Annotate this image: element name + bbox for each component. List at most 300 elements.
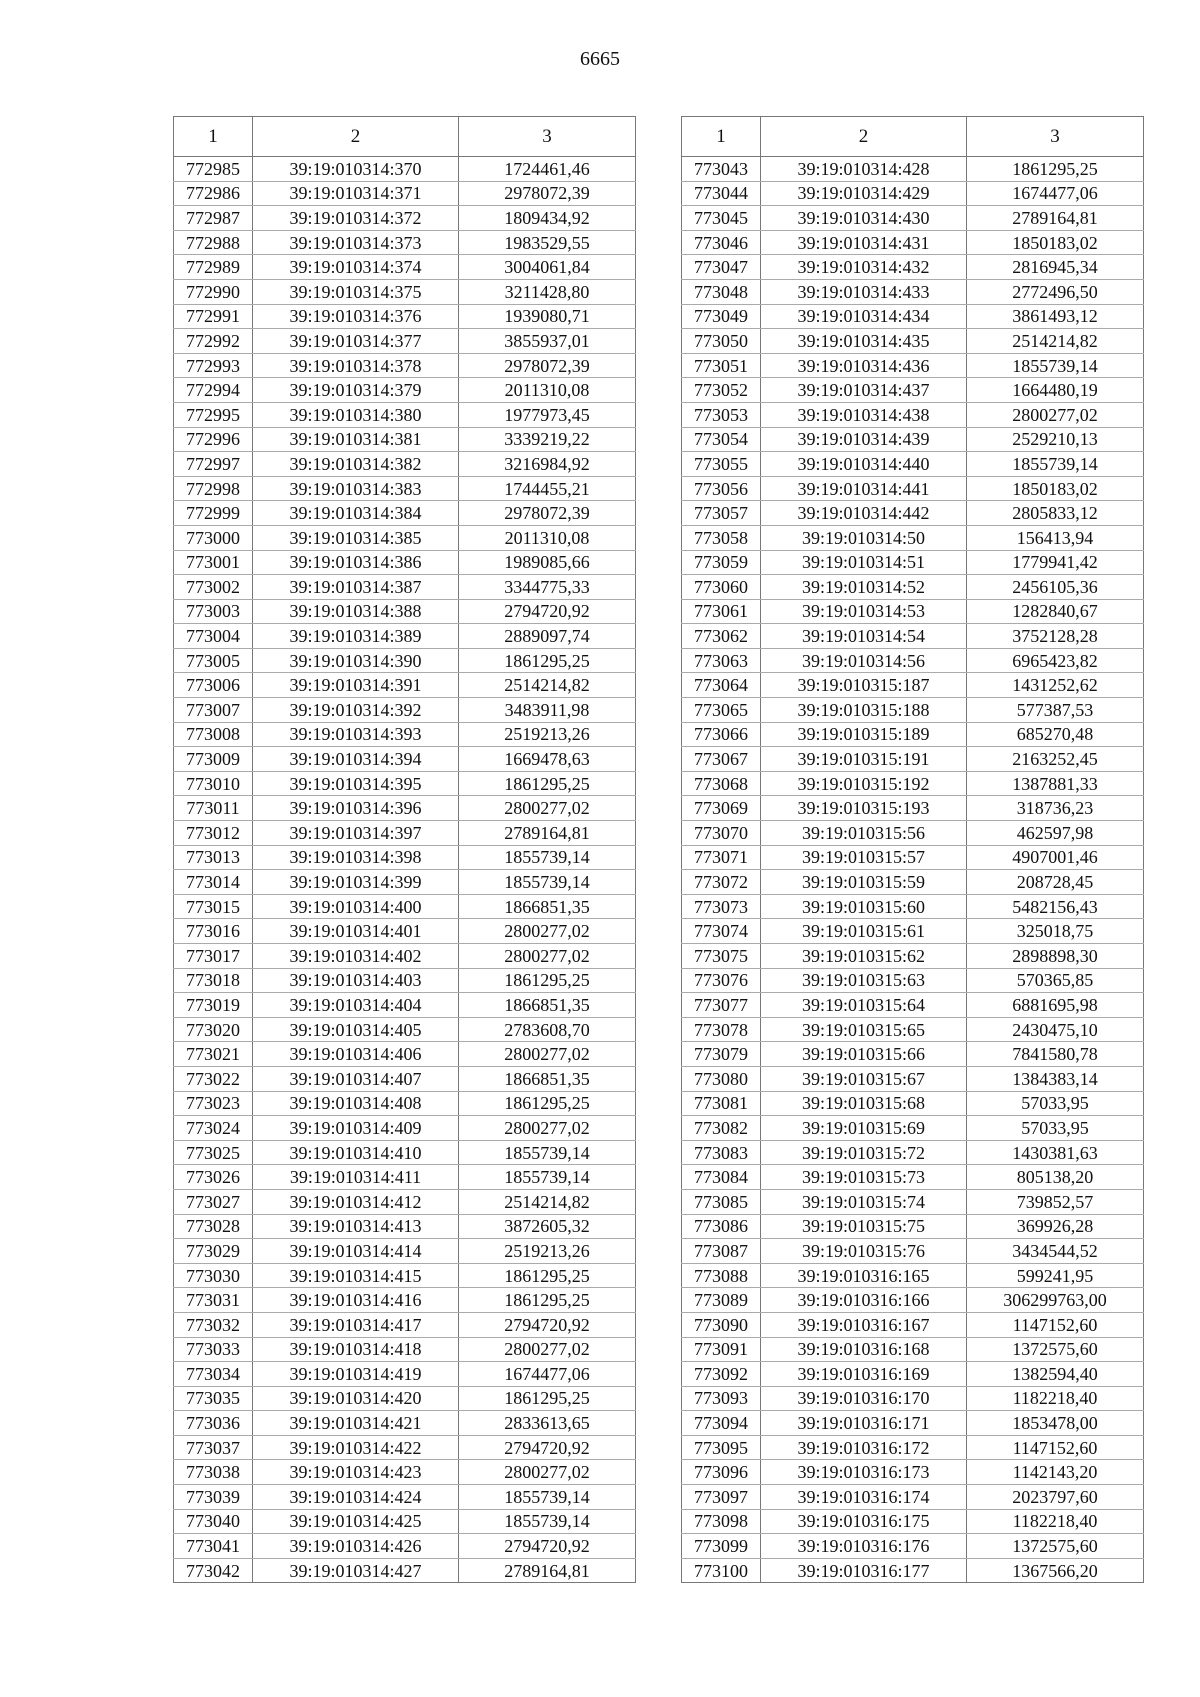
cadastral-number-cell: 39:19:010314:383 [253,476,459,501]
row-number-cell: 773033 [174,1337,253,1362]
value-cell: 2456105,36 [967,575,1144,600]
cadastral-number-cell: 39:19:010315:193 [761,796,967,821]
row-number-cell: 772993 [174,353,253,378]
row-number-cell: 773036 [174,1411,253,1436]
value-cell: 1431252,62 [967,673,1144,698]
row-number-cell: 773013 [174,845,253,870]
table-row [174,1558,636,1583]
cadastral-number-cell: 39:19:010314:410 [253,1140,459,1165]
table-row [174,1362,636,1387]
row-number-cell: 773080 [682,1066,761,1091]
row-number-cell: 772992 [174,329,253,354]
table-row [174,698,636,723]
table-row [174,919,636,944]
cadastral-number-cell: 39:19:010314:417 [253,1312,459,1337]
value-cell: 156413,94 [967,525,1144,550]
value-cell: 3434544,52 [967,1239,1144,1264]
value-cell: 1853478,00 [967,1411,1144,1436]
cadastral-number-cell: 39:19:010315:62 [761,944,967,969]
value-cell: 1989085,66 [459,550,636,575]
table-row [682,1312,1144,1337]
table-row [174,968,636,993]
row-number-cell: 772999 [174,501,253,526]
row-number-cell: 772995 [174,402,253,427]
value-cell: 306299763,00 [967,1288,1144,1313]
row-number-cell: 773028 [174,1214,253,1239]
value-cell: 1861295,25 [459,648,636,673]
row-number-cell: 773053 [682,402,761,427]
row-number-cell: 773098 [682,1509,761,1534]
table-row [174,1239,636,1264]
value-cell: 1861295,25 [459,1288,636,1313]
table-row [682,329,1144,354]
table-row [682,1411,1144,1436]
value-cell: 1387881,33 [967,771,1144,796]
row-number-cell: 773009 [174,747,253,772]
value-cell: 2519213,26 [459,1239,636,1264]
cadastral-number-cell: 39:19:010315:60 [761,894,967,919]
cadastral-number-cell: 39:19:010314:391 [253,673,459,698]
row-number-cell: 772994 [174,378,253,403]
table-row [174,1189,636,1214]
value-cell: 1855739,14 [459,1140,636,1165]
cadastral-number-cell: 39:19:010316:175 [761,1509,967,1534]
cadastral-number-cell: 39:19:010314:393 [253,722,459,747]
value-cell: 1861295,25 [459,771,636,796]
row-number-cell: 773040 [174,1509,253,1534]
row-number-cell: 773086 [682,1214,761,1239]
table-row [682,353,1144,378]
cadastral-number-cell: 39:19:010315:63 [761,968,967,993]
cadastral-number-cell: 39:19:010314:380 [253,402,459,427]
value-cell: 1861295,25 [459,1091,636,1116]
value-cell: 1866851,35 [459,993,636,1018]
value-cell: 1855739,14 [459,1509,636,1534]
cadastral-number-cell: 39:19:010314:401 [253,919,459,944]
row-number-cell: 773090 [682,1312,761,1337]
row-number-cell: 773022 [174,1066,253,1091]
value-cell: 4907001,46 [967,845,1144,870]
row-number-cell: 773008 [174,722,253,747]
table-row [174,230,636,255]
value-cell: 1744455,21 [459,476,636,501]
value-cell: 6881695,98 [967,993,1144,1018]
cadastral-number-cell: 39:19:010315:187 [761,673,967,698]
table-row [682,993,1144,1018]
cadastral-number-cell: 39:19:010315:61 [761,919,967,944]
table-row [682,1558,1144,1583]
value-cell: 1669478,63 [459,747,636,772]
cadastral-number-cell: 39:19:010316:174 [761,1485,967,1510]
cadastral-number-cell: 39:19:010314:375 [253,279,459,304]
value-cell: 1182218,40 [967,1509,1144,1534]
cadastral-number-cell: 39:19:010314:412 [253,1189,459,1214]
table-row [682,1189,1144,1214]
cadastral-number-cell: 39:19:010314:397 [253,821,459,846]
cadastral-number-cell: 39:19:010314:379 [253,378,459,403]
table-row [682,1435,1144,1460]
row-number-cell: 773057 [682,501,761,526]
table-row [174,1017,636,1042]
row-number-cell: 773075 [682,944,761,969]
table-row [682,279,1144,304]
row-number-cell: 773007 [174,698,253,723]
row-number-cell: 773047 [682,255,761,280]
value-cell: 1674477,06 [967,181,1144,206]
row-number-cell: 773030 [174,1263,253,1288]
row-number-cell: 773097 [682,1485,761,1510]
value-cell: 1866851,35 [459,1066,636,1091]
value-cell: 1724461,46 [459,157,636,182]
cadastral-number-cell: 39:19:010314:52 [761,575,967,600]
row-number-cell: 773052 [682,378,761,403]
cadastral-number-cell: 39:19:010314:386 [253,550,459,575]
page-number: 6665 [580,48,620,70]
value-cell: 2789164,81 [967,206,1144,231]
row-number-cell: 773059 [682,550,761,575]
cadastral-number-cell: 39:19:010314:377 [253,329,459,354]
value-cell: 57033,95 [967,1091,1144,1116]
cadastral-number-cell: 39:19:010314:54 [761,624,967,649]
row-number-cell: 773099 [682,1534,761,1559]
table-row [682,722,1144,747]
table-row [174,747,636,772]
row-number-cell: 773026 [174,1165,253,1190]
value-cell: 7841580,78 [967,1042,1144,1067]
table-row [174,624,636,649]
cadastral-number-cell: 39:19:010314:435 [761,329,967,354]
value-cell: 1855739,14 [459,1485,636,1510]
table-row [682,181,1144,206]
table-row [682,1091,1144,1116]
cadastral-number-cell: 39:19:010316:169 [761,1362,967,1387]
value-cell: 1382594,40 [967,1362,1144,1387]
value-cell: 1939080,71 [459,304,636,329]
value-cell: 2011310,08 [459,378,636,403]
row-number-cell: 773010 [174,771,253,796]
table-row [682,157,1144,182]
row-number-cell: 773083 [682,1140,761,1165]
table-row [174,452,636,477]
row-number-cell: 772997 [174,452,253,477]
cadastral-number-cell: 39:19:010314:426 [253,1534,459,1559]
table-row [682,1534,1144,1559]
value-cell: 739852,57 [967,1189,1144,1214]
header-row [174,117,636,157]
row-number-cell: 773081 [682,1091,761,1116]
row-number-cell: 773070 [682,821,761,846]
value-cell: 1372575,60 [967,1534,1144,1559]
row-number-cell: 773032 [174,1312,253,1337]
table-row [682,1017,1144,1042]
cadastral-number-cell: 39:19:010315:65 [761,1017,967,1042]
cadastral-number-cell: 39:19:010314:396 [253,796,459,821]
row-number-cell: 773024 [174,1116,253,1141]
table-row [174,1435,636,1460]
cadastral-number-cell: 39:19:010314:409 [253,1116,459,1141]
table-row [174,599,636,624]
row-number-cell: 773095 [682,1435,761,1460]
value-cell: 1674477,06 [459,1362,636,1387]
row-number-cell: 773069 [682,796,761,821]
row-number-cell: 773068 [682,771,761,796]
row-number-cell: 773091 [682,1337,761,1362]
value-cell: 3004061,84 [459,255,636,280]
value-cell: 1866851,35 [459,894,636,919]
row-number-cell: 773027 [174,1189,253,1214]
cadastral-number-cell: 39:19:010314:411 [253,1165,459,1190]
row-number-cell: 772996 [174,427,253,452]
header-row [682,117,1144,157]
cadastral-number-cell: 39:19:010315:57 [761,845,967,870]
cadastral-number-cell: 39:19:010314:390 [253,648,459,673]
cadastral-number-cell: 39:19:010314:421 [253,1411,459,1436]
cadastral-number-cell: 39:19:010314:441 [761,476,967,501]
row-number-cell: 773056 [682,476,761,501]
row-number-cell: 773020 [174,1017,253,1042]
table-row [682,1362,1144,1387]
row-number-cell: 773094 [682,1411,761,1436]
cadastral-number-cell: 39:19:010314:376 [253,304,459,329]
value-cell: 1855739,14 [459,845,636,870]
table-row [174,894,636,919]
row-number-cell: 773089 [682,1288,761,1313]
table-row [174,1534,636,1559]
value-cell: 318736,23 [967,796,1144,821]
value-cell: 1861295,25 [459,968,636,993]
left-table [173,116,636,1583]
table-row [174,329,636,354]
cadastral-number-cell: 39:19:010315:76 [761,1239,967,1264]
value-cell: 2163252,45 [967,747,1144,772]
table-row [174,870,636,895]
value-cell: 2430475,10 [967,1017,1144,1042]
table-row [174,944,636,969]
table-row [174,255,636,280]
cadastral-number-cell: 39:19:010314:414 [253,1239,459,1264]
cadastral-number-cell: 39:19:010315:64 [761,993,967,1018]
row-number-cell: 773045 [682,206,761,231]
value-cell: 2889097,74 [459,624,636,649]
cadastral-number-cell: 39:19:010314:371 [253,181,459,206]
value-cell: 2772496,50 [967,279,1144,304]
cadastral-number-cell: 39:19:010314:439 [761,427,967,452]
cadastral-number-cell: 39:19:010314:407 [253,1066,459,1091]
row-number-cell: 773054 [682,427,761,452]
table-row [174,1214,636,1239]
cadastral-number-cell: 39:19:010314:424 [253,1485,459,1510]
table-row [174,525,636,550]
cadastral-number-cell: 39:19:010314:382 [253,452,459,477]
row-number-cell: 773044 [682,181,761,206]
cadastral-number-cell: 39:19:010314:440 [761,452,967,477]
value-cell: 3483911,98 [459,698,636,723]
cadastral-number-cell: 39:19:010314:399 [253,870,459,895]
cadastral-number-cell: 39:19:010316:170 [761,1386,967,1411]
cadastral-number-cell: 39:19:010316:171 [761,1411,967,1436]
table-row [174,1337,636,1362]
row-number-cell: 773100 [682,1558,761,1583]
cadastral-number-cell: 39:19:010314:419 [253,1362,459,1387]
table-row [174,771,636,796]
row-number-cell: 773096 [682,1460,761,1485]
table-row [174,1312,636,1337]
table-row [174,279,636,304]
value-cell: 2805833,12 [967,501,1144,526]
value-cell: 1861295,25 [967,157,1144,182]
cadastral-number-cell: 39:19:010314:370 [253,157,459,182]
cadastral-number-cell: 39:19:010316:177 [761,1558,967,1583]
cadastral-number-cell: 39:19:010314:405 [253,1017,459,1042]
value-cell: 1384383,14 [967,1066,1144,1091]
value-cell: 57033,95 [967,1116,1144,1141]
row-number-cell: 773088 [682,1263,761,1288]
table-row [682,1288,1144,1313]
value-cell: 2794720,92 [459,1312,636,1337]
table-row [174,1460,636,1485]
column-header-2: 2 [761,117,967,157]
table-row [682,1386,1144,1411]
row-number-cell: 773017 [174,944,253,969]
cadastral-number-cell: 39:19:010316:165 [761,1263,967,1288]
row-number-cell: 773041 [174,1534,253,1559]
value-cell: 1855739,14 [459,1165,636,1190]
row-number-cell: 773037 [174,1435,253,1460]
row-number-cell: 773006 [174,673,253,698]
column-header-2: 2 [253,117,459,157]
row-number-cell: 773034 [174,1362,253,1387]
table-row [682,476,1144,501]
table-row [682,821,1144,846]
cadastral-number-cell: 39:19:010314:418 [253,1337,459,1362]
row-number-cell: 773074 [682,919,761,944]
table-row [174,304,636,329]
value-cell: 325018,75 [967,919,1144,944]
cadastral-number-cell: 39:19:010316:176 [761,1534,967,1559]
table-row [174,550,636,575]
value-cell: 2800277,02 [459,1116,636,1141]
cadastral-number-cell: 39:19:010315:66 [761,1042,967,1067]
column-header-1: 1 [682,117,761,157]
value-cell: 1861295,25 [459,1386,636,1411]
table-row [682,452,1144,477]
cadastral-number-cell: 39:19:010314:394 [253,747,459,772]
value-cell: 1147152,60 [967,1435,1144,1460]
value-cell: 2898898,30 [967,944,1144,969]
row-number-cell: 773071 [682,845,761,870]
cadastral-number-cell: 39:19:010314:50 [761,525,967,550]
table-row [682,796,1144,821]
row-number-cell: 773048 [682,279,761,304]
cadastral-number-cell: 39:19:010316:172 [761,1435,967,1460]
value-cell: 1855739,14 [459,870,636,895]
value-cell: 1147152,60 [967,1312,1144,1337]
value-cell: 1182218,40 [967,1386,1144,1411]
row-number-cell: 773067 [682,747,761,772]
table-row [682,624,1144,649]
value-cell: 1855739,14 [967,452,1144,477]
cadastral-number-cell: 39:19:010316:167 [761,1312,967,1337]
value-cell: 3861493,12 [967,304,1144,329]
row-number-cell: 773050 [682,329,761,354]
table-row [682,648,1144,673]
value-cell: 1430381,63 [967,1140,1144,1165]
value-cell: 1779941,42 [967,550,1144,575]
row-number-cell: 773029 [174,1239,253,1264]
cadastral-number-cell: 39:19:010314:400 [253,894,459,919]
table-row [682,525,1144,550]
cadastral-number-cell: 39:19:010314:387 [253,575,459,600]
cadastral-number-cell: 39:19:010314:406 [253,1042,459,1067]
table-row [682,599,1144,624]
row-number-cell: 772998 [174,476,253,501]
row-number-cell: 773046 [682,230,761,255]
value-cell: 2514214,82 [459,1189,636,1214]
value-cell: 2529210,13 [967,427,1144,452]
cadastral-number-cell: 39:19:010314:392 [253,698,459,723]
table-row [682,402,1144,427]
value-cell: 2978072,39 [459,501,636,526]
table-row [682,1165,1144,1190]
row-number-cell: 773042 [174,1558,253,1583]
table-row [682,501,1144,526]
row-number-cell: 773055 [682,452,761,477]
table-row [682,1116,1144,1141]
row-number-cell: 773025 [174,1140,253,1165]
value-cell: 2789164,81 [459,821,636,846]
value-cell: 5482156,43 [967,894,1144,919]
value-cell: 1850183,02 [967,230,1144,255]
value-cell: 3339219,22 [459,427,636,452]
value-cell: 2800277,02 [459,1337,636,1362]
value-cell: 1850183,02 [967,476,1144,501]
row-number-cell: 773061 [682,599,761,624]
row-number-cell: 773023 [174,1091,253,1116]
table-row [682,845,1144,870]
row-number-cell: 773004 [174,624,253,649]
row-number-cell: 773084 [682,1165,761,1190]
right-table [681,116,1144,1583]
value-cell: 1983529,55 [459,230,636,255]
table-row [174,181,636,206]
value-cell: 1282840,67 [967,599,1144,624]
row-number-cell: 773039 [174,1485,253,1510]
table-row [682,206,1144,231]
table-row [682,255,1144,280]
cadastral-number-cell: 39:19:010314:381 [253,427,459,452]
row-number-cell: 773072 [682,870,761,895]
row-number-cell: 773078 [682,1017,761,1042]
value-cell: 3752128,28 [967,624,1144,649]
cadastral-number-cell: 39:19:010316:168 [761,1337,967,1362]
value-cell: 1372575,60 [967,1337,1144,1362]
table-row [174,1116,636,1141]
cadastral-number-cell: 39:19:010314:53 [761,599,967,624]
value-cell: 208728,45 [967,870,1144,895]
value-cell: 2800277,02 [459,944,636,969]
row-number-cell: 772987 [174,206,253,231]
table-row [174,206,636,231]
row-number-cell: 773018 [174,968,253,993]
cadastral-number-cell: 39:19:010315:191 [761,747,967,772]
row-number-cell: 772991 [174,304,253,329]
value-cell: 570365,85 [967,968,1144,993]
table-row [682,1066,1144,1091]
table-row [174,353,636,378]
table-row [174,1288,636,1313]
cadastral-number-cell: 39:19:010314:427 [253,1558,459,1583]
table-row [174,157,636,182]
